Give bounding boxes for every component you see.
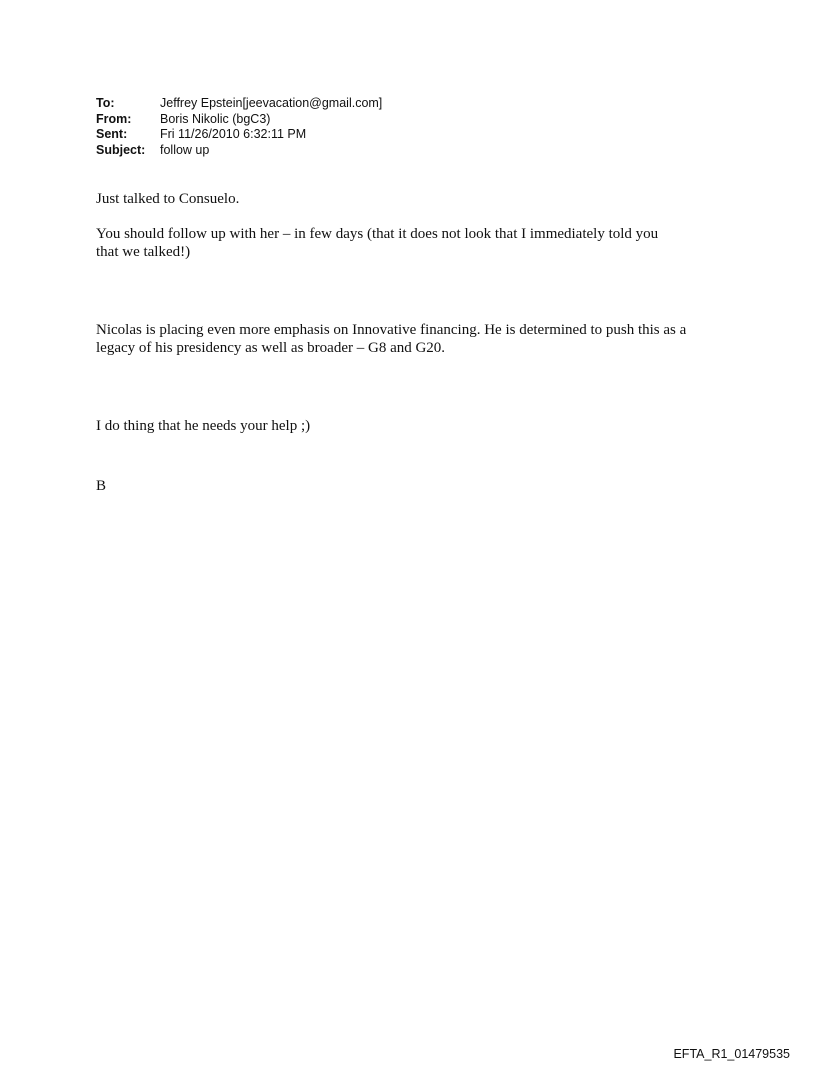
- email-body: [96, 190, 736, 495]
- to-value: Jeffrey Epstein[jeevacation@gmail.com]: [160, 96, 383, 110]
- body-paragraph-3: Nicolas is placing even more emphasis on Innovative financing. He is determined to push this as a legacy of his presidency as well as broader – G8 and G20.: [96, 322, 687, 356]
- signature: B: [96, 478, 107, 494]
- from-row: [96, 112, 382, 128]
- subject-row: [96, 143, 382, 159]
- body-paragraph-1: Just talked to Consuelo.: [96, 191, 240, 207]
- email-header: [96, 96, 382, 158]
- sent-value: Fri 11/26/2010 6:32:11 PM: [160, 127, 307, 141]
- subject-value: follow up: [160, 142, 210, 157]
- sent-label: Sent:: [96, 127, 128, 141]
- subject-label: Subject:: [96, 142, 146, 157]
- sent-row: [96, 127, 382, 143]
- body-paragraph-4: I do thing that he needs your help ;): [96, 418, 311, 434]
- from-value: Boris Nikolic (bgC3): [160, 111, 271, 126]
- from-label: From:: [96, 111, 132, 126]
- to-row: [96, 96, 382, 112]
- bates-number: EFTA_R1_01479535: [673, 1047, 790, 1061]
- body-paragraph-2: You should follow up with her – in few days (that it does not look that I immediately told you that we talked!): [96, 226, 659, 260]
- to-label: To:: [96, 96, 115, 110]
